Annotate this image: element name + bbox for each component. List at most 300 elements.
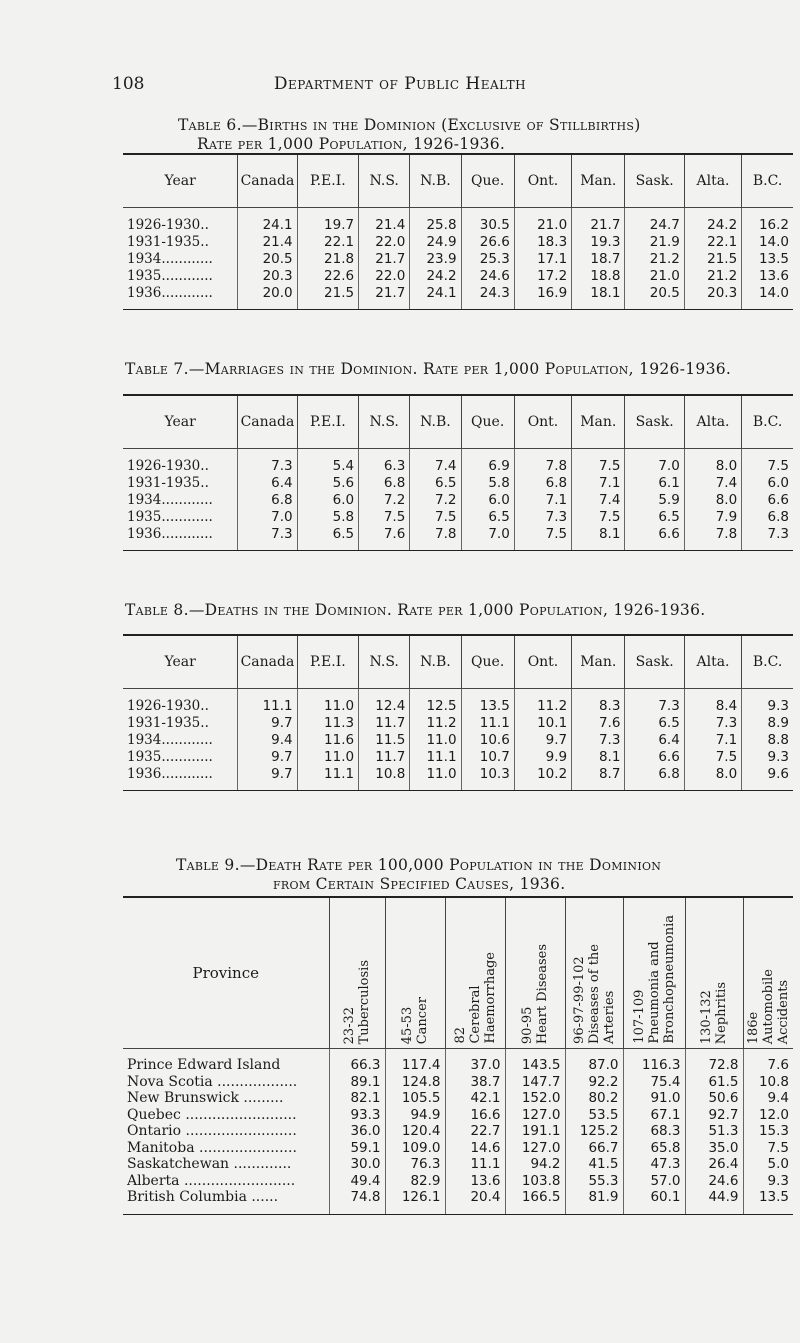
row-label: 1936............	[127, 284, 213, 301]
cause-header-line: Diseases of the	[586, 944, 602, 1044]
table-cell: 9.7	[238, 765, 297, 790]
table-cell: 53.5	[565, 1107, 623, 1124]
table-row	[123, 748, 793, 765]
table8-caption: Table 8.—Deaths in the Dominion. Rate per 1,000 Population, 1926-1936.	[125, 601, 706, 619]
table-cell: 11.2	[514, 689, 571, 715]
table-cell: 20.5	[625, 284, 684, 309]
column-header: B.C.	[742, 636, 793, 689]
table-cell: 8.8	[742, 731, 793, 748]
table7-block	[0, 360, 800, 379]
table-cell: 5.0	[743, 1156, 793, 1173]
table-cell: 8.1	[572, 525, 625, 550]
table-cell: 7.0	[625, 449, 684, 475]
table-cell: 7.3	[684, 714, 741, 731]
table-cell: 9.7	[514, 731, 571, 748]
table-row	[123, 449, 793, 475]
table-row	[123, 689, 793, 715]
table-cell: 6.8	[514, 474, 571, 491]
column-header: P.E.I.	[297, 396, 358, 449]
row-label: 1934............	[127, 491, 213, 508]
table-cell: 16.6	[445, 1107, 505, 1124]
table-cell: 21.7	[359, 284, 410, 309]
table-cell: 7.4	[572, 491, 625, 508]
table-cell: 21.0	[625, 267, 684, 284]
table-cell: 21.7	[359, 250, 410, 267]
table-cell: 50.6	[685, 1090, 743, 1107]
table-cell: 11.0	[297, 748, 358, 765]
table-cell: 8.3	[572, 689, 625, 715]
column-header: Year	[123, 155, 238, 208]
province-label: Prince Edward Island	[127, 1057, 281, 1074]
cause-header-line: Tuberculosis	[357, 959, 372, 1044]
table-cell: 5.9	[625, 491, 684, 508]
table-cell: 61.5	[685, 1074, 743, 1091]
table-cell: 19.3	[572, 233, 625, 250]
table-cell: 7.8	[514, 449, 571, 475]
table-row	[123, 1107, 793, 1124]
table9	[123, 896, 793, 1215]
table-cell: 18.7	[572, 250, 625, 267]
table-cell: 13.6	[445, 1173, 505, 1190]
table-cell: 21.9	[625, 233, 684, 250]
column-header: P.E.I.	[297, 636, 358, 689]
table-cell: 7.4	[684, 474, 741, 491]
table-cell: 9.7	[238, 748, 297, 765]
table-cell: 14.0	[742, 233, 793, 250]
table-cell: 21.0	[514, 208, 571, 234]
cause-header	[329, 898, 385, 1049]
table-cell: 7.6	[359, 525, 410, 550]
cause-header	[445, 898, 505, 1049]
cause-header-line: Heart Diseases	[535, 943, 550, 1044]
table-cell: 5.8	[297, 508, 358, 525]
table-row	[123, 208, 793, 234]
table-cell: 42.1	[445, 1090, 505, 1107]
row-label: 1926-1930..	[127, 457, 209, 474]
table-cell: 13.5	[743, 1189, 793, 1214]
province-label: Ontario .........................	[127, 1123, 297, 1140]
table-cell: 6.1	[625, 474, 684, 491]
table-cell: 6.0	[461, 491, 514, 508]
table-cell: 24.6	[685, 1173, 743, 1190]
table-cell: 16.2	[742, 208, 793, 234]
table-cell: 7.4	[410, 449, 461, 475]
table-cell: 22.6	[297, 267, 358, 284]
table-cell: 8.0	[684, 449, 741, 475]
table-cell: 6.8	[625, 765, 684, 790]
column-header: Ont.	[514, 155, 571, 208]
table-cell: 20.3	[684, 284, 741, 309]
table-cell: 109.0	[385, 1140, 445, 1157]
table-cell: 24.2	[684, 208, 741, 234]
table-cell: 66.7	[565, 1140, 623, 1157]
table-cell: 60.1	[623, 1189, 685, 1214]
table-cell: 11.1	[445, 1156, 505, 1173]
table-cell: 26.6	[461, 233, 514, 250]
table6-caption-line2: Rate per 1,000 Population, 1926-1936.	[197, 135, 506, 153]
cause-header-line: Bronchopneumonia	[661, 915, 677, 1044]
table-cell: 75.4	[623, 1074, 685, 1091]
table-cell: 44.9	[685, 1189, 743, 1214]
table-cell: 57.0	[623, 1173, 685, 1190]
column-header: Que.	[461, 636, 514, 689]
row-label: 1934............	[127, 250, 213, 267]
column-header: Que.	[461, 155, 514, 208]
table-cell: 92.7	[685, 1107, 743, 1124]
table-cell: 19.7	[297, 208, 358, 234]
table-cell: 76.3	[385, 1156, 445, 1173]
table-row	[123, 1156, 793, 1173]
table-cell: 13.5	[461, 689, 514, 715]
column-header: Canada	[238, 396, 297, 449]
column-header: N.B.	[410, 636, 461, 689]
table-cell: 124.8	[385, 1074, 445, 1091]
table-cell: 5.6	[297, 474, 358, 491]
table-cell: 89.1	[329, 1074, 385, 1091]
table-cell: 21.2	[625, 250, 684, 267]
cause-header	[505, 898, 565, 1049]
table-cell: 92.2	[565, 1074, 623, 1091]
table9-grid	[123, 898, 793, 1214]
row-label: 1926-1930..	[127, 216, 209, 233]
table-cell: 117.4	[385, 1049, 445, 1074]
table-cell: 143.5	[505, 1049, 565, 1074]
province-label: Quebec .........................	[127, 1106, 297, 1123]
table-cell: 5.8	[461, 474, 514, 491]
table-row	[123, 714, 793, 731]
table-cell: 6.5	[297, 525, 358, 550]
table-cell: 10.1	[514, 714, 571, 731]
table-cell: 7.3	[742, 525, 793, 550]
table-cell: 7.6	[572, 714, 625, 731]
table-cell: 24.1	[410, 284, 461, 309]
table-row	[123, 1123, 793, 1140]
column-header: Que.	[461, 396, 514, 449]
table-cell: 9.4	[238, 731, 297, 748]
column-header: Year	[123, 396, 238, 449]
table-cell: 152.0	[505, 1090, 565, 1107]
table-cell: 10.3	[461, 765, 514, 790]
cause-header-line: 107-109	[631, 989, 647, 1044]
table-cell: 10.2	[514, 765, 571, 790]
row-label: 1935............	[127, 508, 213, 525]
table-cell: 8.0	[684, 491, 741, 508]
table-cell: 11.5	[359, 731, 410, 748]
column-header: Sask.	[625, 155, 684, 208]
cause-header	[565, 898, 623, 1049]
table-cell: 8.0	[684, 765, 741, 790]
table-cell: 81.9	[565, 1189, 623, 1214]
table-cell: 8.1	[572, 748, 625, 765]
table-cell: 80.2	[565, 1090, 623, 1107]
table-row	[123, 491, 793, 508]
table-cell: 35.0	[685, 1140, 743, 1157]
table-cell: 9.6	[742, 765, 793, 790]
cause-header-line: 186e	[745, 1011, 761, 1044]
table-cell: 9.3	[743, 1173, 793, 1190]
table-cell: 6.0	[742, 474, 793, 491]
table-cell: 11.0	[297, 689, 358, 715]
table-cell: 82.1	[329, 1090, 385, 1107]
table-cell: 7.5	[514, 525, 571, 550]
table-cell: 6.0	[297, 491, 358, 508]
header-row	[123, 898, 793, 1049]
table9-block	[0, 856, 800, 894]
column-header: B.C.	[742, 155, 793, 208]
table-cell: 16.9	[514, 284, 571, 309]
table-cell: 8.9	[742, 714, 793, 731]
table-cell: 30.5	[461, 208, 514, 234]
table-cell: 11.6	[297, 731, 358, 748]
cause-header-line: Accidents	[775, 979, 791, 1044]
table9-caption-line2: from Certain Specified Causes, 1936.	[273, 875, 566, 893]
table-cell: 72.8	[685, 1049, 743, 1074]
table-cell: 11.1	[238, 689, 297, 715]
table8-block	[0, 601, 800, 620]
table-cell: 94.9	[385, 1107, 445, 1124]
table-cell: 13.6	[742, 267, 793, 284]
table-cell: 91.0	[623, 1090, 685, 1107]
table-cell: 7.5	[743, 1140, 793, 1157]
table-cell: 17.2	[514, 267, 571, 284]
cause-header-line: 96-97-99-102	[571, 956, 587, 1044]
table-row	[123, 1140, 793, 1157]
table-cell: 18.3	[514, 233, 571, 250]
table-cell: 7.1	[572, 474, 625, 491]
table-cell: 11.2	[410, 714, 461, 731]
table-row	[123, 1074, 793, 1091]
column-header: Sask.	[625, 636, 684, 689]
table-row	[123, 1049, 793, 1074]
province-label: British Columbia ......	[127, 1189, 279, 1206]
table-cell: 18.8	[572, 267, 625, 284]
table-row	[123, 267, 793, 284]
column-header: Man.	[572, 636, 625, 689]
table7	[123, 394, 793, 551]
table-cell: 120.4	[385, 1123, 445, 1140]
table-cell: 22.0	[359, 233, 410, 250]
table-cell: 55.3	[565, 1173, 623, 1190]
province-label: Alberta .........................	[127, 1172, 296, 1189]
cause-header	[685, 898, 743, 1049]
table-cell: 9.3	[742, 748, 793, 765]
table-cell: 6.5	[461, 508, 514, 525]
cause-header-line: 90-95	[520, 1006, 535, 1044]
cause-header-line: Automobile	[760, 968, 776, 1044]
row-label: 1935............	[127, 748, 213, 765]
table-cell: 7.3	[572, 731, 625, 748]
table-cell: 10.8	[359, 765, 410, 790]
running-head: Department of Public Health	[273, 74, 527, 94]
table-cell: 11.7	[359, 714, 410, 731]
table-cell: 7.5	[572, 449, 625, 475]
table-cell: 11.0	[410, 731, 461, 748]
table-cell: 6.6	[742, 491, 793, 508]
table-cell: 127.0	[505, 1140, 565, 1157]
row-label: 1931-1935..	[127, 233, 209, 250]
table-cell: 25.3	[461, 250, 514, 267]
table-cell: 36.0	[329, 1123, 385, 1140]
table-cell: 116.3	[623, 1049, 685, 1074]
column-header: N.B.	[410, 155, 461, 208]
table-cell: 20.0	[238, 284, 297, 309]
table-cell: 10.8	[743, 1074, 793, 1091]
cause-header	[623, 898, 685, 1049]
table-cell: 11.1	[461, 714, 514, 731]
table-cell: 15.3	[743, 1123, 793, 1140]
table-cell: 10.7	[461, 748, 514, 765]
table-cell: 7.3	[238, 449, 297, 475]
column-header: Man.	[572, 396, 625, 449]
table6-caption-line1: Table 6.—Births in the Dominion (Exclusive of Stillbirths)	[178, 116, 641, 134]
table-cell: 7.2	[359, 491, 410, 508]
table-cell: 10.6	[461, 731, 514, 748]
table-cell: 51.3	[685, 1123, 743, 1140]
table-cell: 21.5	[684, 250, 741, 267]
table-cell: 82.9	[385, 1173, 445, 1190]
table-cell: 24.7	[625, 208, 684, 234]
table-cell: 74.8	[329, 1189, 385, 1214]
table-cell: 8.7	[572, 765, 625, 790]
table-cell: 24.6	[461, 267, 514, 284]
table-cell: 18.1	[572, 284, 625, 309]
cause-header-line: 45-53	[400, 1006, 415, 1044]
column-header: Alta.	[684, 155, 741, 208]
table-cell: 11.0	[410, 765, 461, 790]
table-cell: 47.3	[623, 1156, 685, 1173]
table-cell: 21.4	[359, 208, 410, 234]
table8-grid	[123, 636, 793, 790]
row-label: 1931-1935..	[127, 474, 209, 491]
table-cell: 21.7	[572, 208, 625, 234]
cause-header-line: Pneumonia and	[646, 941, 662, 1044]
column-header: Year	[123, 636, 238, 689]
cause-header-line: 130-132	[699, 989, 714, 1044]
province-label: New Brunswick .........	[127, 1090, 284, 1107]
table-cell: 6.4	[238, 474, 297, 491]
table-cell: 22.0	[359, 267, 410, 284]
table-cell: 6.3	[359, 449, 410, 475]
table-cell: 127.0	[505, 1107, 565, 1124]
table-cell: 21.4	[238, 233, 297, 250]
row-label: 1936............	[127, 765, 213, 782]
table-cell: 103.8	[505, 1173, 565, 1190]
table-row	[123, 233, 793, 250]
table-cell: 26.4	[685, 1156, 743, 1173]
table-cell: 12.4	[359, 689, 410, 715]
table-cell: 7.5	[359, 508, 410, 525]
table-cell: 23.9	[410, 250, 461, 267]
table-cell: 20.5	[238, 250, 297, 267]
table-cell: 6.8	[359, 474, 410, 491]
table-cell: 14.6	[445, 1140, 505, 1157]
column-header: Canada	[238, 155, 297, 208]
table-cell: 41.5	[565, 1156, 623, 1173]
table-cell: 11.3	[297, 714, 358, 731]
table-cell: 7.3	[625, 689, 684, 715]
table-cell: 7.1	[514, 491, 571, 508]
table-cell: 11.7	[359, 748, 410, 765]
table-row	[123, 474, 793, 491]
table-cell: 126.1	[385, 1189, 445, 1214]
row-label: 1926-1930..	[127, 697, 209, 714]
table-cell: 7.2	[410, 491, 461, 508]
table-cell: 87.0	[565, 1049, 623, 1074]
column-header: Canada	[238, 636, 297, 689]
table-cell: 21.5	[297, 284, 358, 309]
province-label: Manitoba ......................	[127, 1139, 297, 1156]
table-cell: 11.1	[410, 748, 461, 765]
cause-header-line: Cerebral	[467, 986, 483, 1044]
table-cell: 17.1	[514, 250, 571, 267]
table-row	[123, 1090, 793, 1107]
table-cell: 20.3	[238, 267, 297, 284]
province-header: Province	[123, 898, 329, 1049]
table-cell: 6.9	[461, 449, 514, 475]
table-cell: 125.2	[565, 1123, 623, 1140]
table-cell: 6.8	[742, 508, 793, 525]
table-row	[123, 525, 793, 550]
column-header: B.C.	[742, 396, 793, 449]
table-cell: 94.2	[505, 1156, 565, 1173]
table-cell: 24.3	[461, 284, 514, 309]
table-cell: 21.8	[297, 250, 358, 267]
table-cell: 38.7	[445, 1074, 505, 1091]
column-header: Alta.	[684, 396, 741, 449]
table-cell: 191.1	[505, 1123, 565, 1140]
table-cell: 7.3	[514, 508, 571, 525]
table-cell: 147.7	[505, 1074, 565, 1091]
table-cell: 22.1	[684, 233, 741, 250]
column-header: N.B.	[410, 396, 461, 449]
table6-block	[0, 116, 800, 154]
table-cell: 49.4	[329, 1173, 385, 1190]
row-label: 1935............	[127, 267, 213, 284]
table-cell: 7.5	[572, 508, 625, 525]
table-cell: 22.7	[445, 1123, 505, 1140]
table-cell: 6.6	[625, 525, 684, 550]
table-cell: 6.5	[625, 714, 684, 731]
table-cell: 6.5	[625, 508, 684, 525]
table-cell: 6.6	[625, 748, 684, 765]
table-cell: 7.0	[238, 508, 297, 525]
table-cell: 7.9	[684, 508, 741, 525]
table-cell: 22.1	[297, 233, 358, 250]
cause-header	[385, 898, 445, 1049]
row-label: 1936............	[127, 525, 213, 542]
table-cell: 6.8	[238, 491, 297, 508]
table9-caption-line1: Table 9.—Death Rate per 100,000 Population in the Dominion	[176, 856, 662, 874]
table-cell: 8.4	[684, 689, 741, 715]
header-row	[123, 636, 793, 689]
table-cell: 5.4	[297, 449, 358, 475]
table-cell: 7.5	[410, 508, 461, 525]
table-cell: 67.1	[623, 1107, 685, 1124]
table-cell: 37.0	[445, 1049, 505, 1074]
table-cell: 24.2	[410, 267, 461, 284]
header-row	[123, 155, 793, 208]
table-cell: 9.3	[742, 689, 793, 715]
cause-header-line: Haemorrhage	[482, 952, 498, 1044]
column-header: Sask.	[625, 396, 684, 449]
cause-header-line: 82	[452, 1027, 468, 1044]
table-cell: 25.8	[410, 208, 461, 234]
table7-caption: Table 7.—Marriages in the Dominion. Rate per 1,000 Population, 1926-1936.	[125, 360, 732, 378]
cause-header	[743, 898, 793, 1049]
column-header: P.E.I.	[297, 155, 358, 208]
table-cell: 7.0	[461, 525, 514, 550]
table7-grid	[123, 396, 793, 550]
